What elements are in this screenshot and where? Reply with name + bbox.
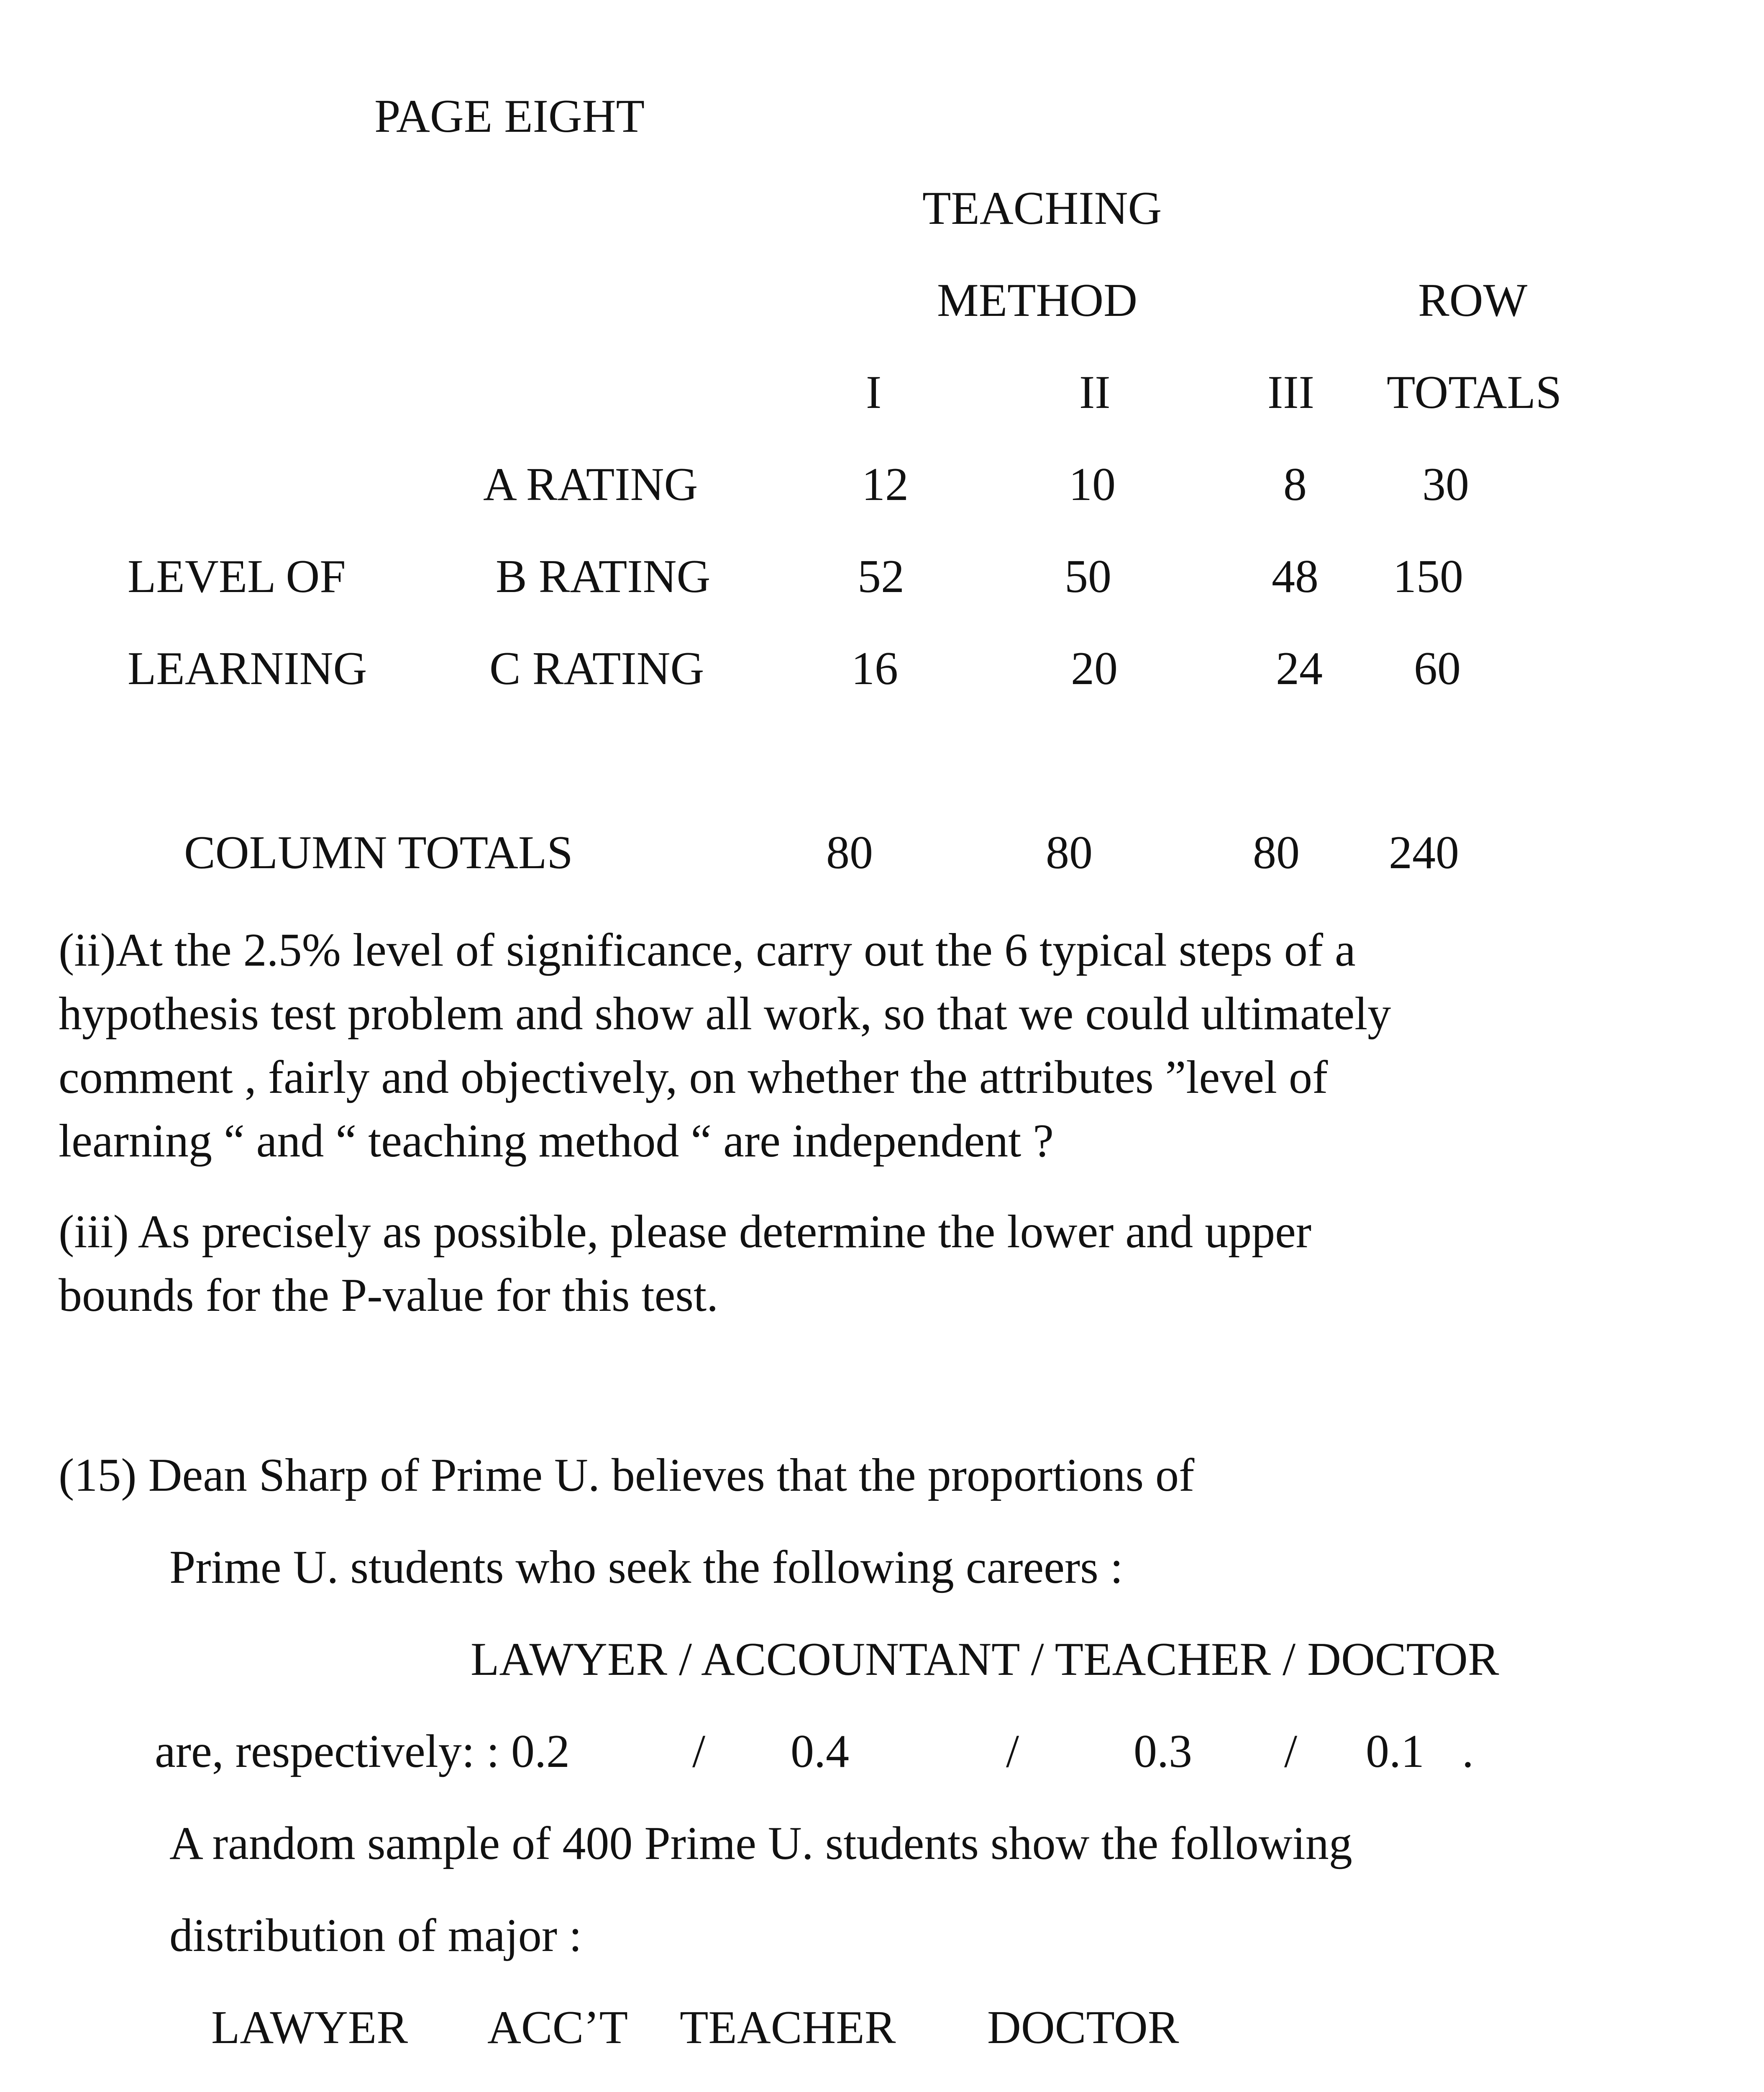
cell-b-2: 50 (1065, 551, 1111, 602)
q15-resp-p2: 0.4 (791, 1725, 849, 1777)
q15-resp-p3: 0.3 (1134, 1725, 1192, 1777)
q15-sample-line1: A random sample of 400 Prime U. students show the following (169, 1818, 1352, 1869)
column-total-2: 80 (1046, 827, 1093, 879)
q15-careers: LAWYER / ACCOUNTANT / TEACHER / DOCTOR (471, 1633, 1499, 1685)
row-total-b: 150 (1393, 551, 1463, 602)
cell-c-2: 20 (1071, 643, 1118, 695)
header-method: METHOD (937, 274, 1138, 326)
col-label-3: III (1267, 367, 1314, 418)
grand-total: 240 (1389, 827, 1459, 879)
header-totals: TOTALS (1387, 367, 1562, 418)
q15-sample-line2: distribution of major : (169, 1910, 582, 1961)
column-totals-label: COLUMN TOTALS (184, 827, 573, 879)
q15-resp-p4: 0.1 (1366, 1725, 1424, 1777)
side-label-level-of: LEVEL OF (128, 551, 346, 602)
q15-line2: Prime U. students who seek the following careers : (169, 1541, 1123, 1593)
column-total-1: 80 (826, 827, 873, 879)
cell-b-1: 52 (858, 551, 904, 602)
question-ii (59, 918, 1715, 1173)
cell-c-1: 16 (851, 643, 898, 695)
q15-resp-slash-1: / (692, 1725, 706, 1777)
q15-resp-slash-2: / (1006, 1725, 1019, 1777)
cell-a-3: 8 (1283, 459, 1307, 510)
col-label-1: I (866, 367, 882, 418)
question-ii-line: (ii)At the 2.5% level of significance, carry out the 6 typical steps of a (59, 924, 1356, 976)
question-iii-line: bounds for the P-value for this test. (59, 1269, 719, 1321)
q15-major-teacher: TEACHER (680, 2002, 896, 2054)
question-ii-line: hypothesis test problem and show all work, so that we could ultimately (59, 988, 1391, 1040)
q15-major-lawyer: LAWYER (211, 2002, 408, 2054)
row-label-a: A RATING (483, 459, 698, 510)
col-label-2: II (1079, 367, 1111, 418)
q15-resp-end: . (1462, 1725, 1474, 1777)
q15-resp-slash-3: / (1284, 1725, 1298, 1777)
row-label-b: B RATING (496, 551, 711, 602)
question-iii-line: (iii) As precisely as possible, please determine the lower and upper (59, 1206, 1312, 1258)
header-row: ROW (1418, 274, 1528, 326)
page-heading: PAGE EIGHT (374, 90, 645, 142)
row-total-a: 30 (1422, 459, 1469, 510)
cell-a-1: 12 (862, 459, 909, 510)
cell-c-3: 24 (1276, 643, 1323, 695)
row-label-c: C RATING (489, 643, 704, 695)
row-total-c: 60 (1414, 643, 1461, 695)
header-teaching: TEACHING (922, 182, 1162, 234)
q15-resp-prefix: are, respectively: : 0.2 (155, 1725, 570, 1777)
question-ii-line: comment , fairly and objectively, on whether the attributes ”level of (59, 1051, 1328, 1103)
side-label-learning: LEARNING (128, 643, 367, 695)
q15-line1: (15) Dean Sharp of Prime U. believes that the proportions of (59, 1449, 1195, 1501)
q15-major-doctor: DOCTOR (987, 2002, 1179, 2054)
cell-b-3: 48 (1272, 551, 1319, 602)
cell-a-2: 10 (1069, 459, 1116, 510)
question-iii (59, 1200, 1715, 1327)
column-total-3: 80 (1253, 827, 1300, 879)
question-ii-line: learning “ and “ teaching method “ are independent ? (59, 1115, 1054, 1167)
q15-major-acct: ACC’T (487, 2002, 628, 2054)
